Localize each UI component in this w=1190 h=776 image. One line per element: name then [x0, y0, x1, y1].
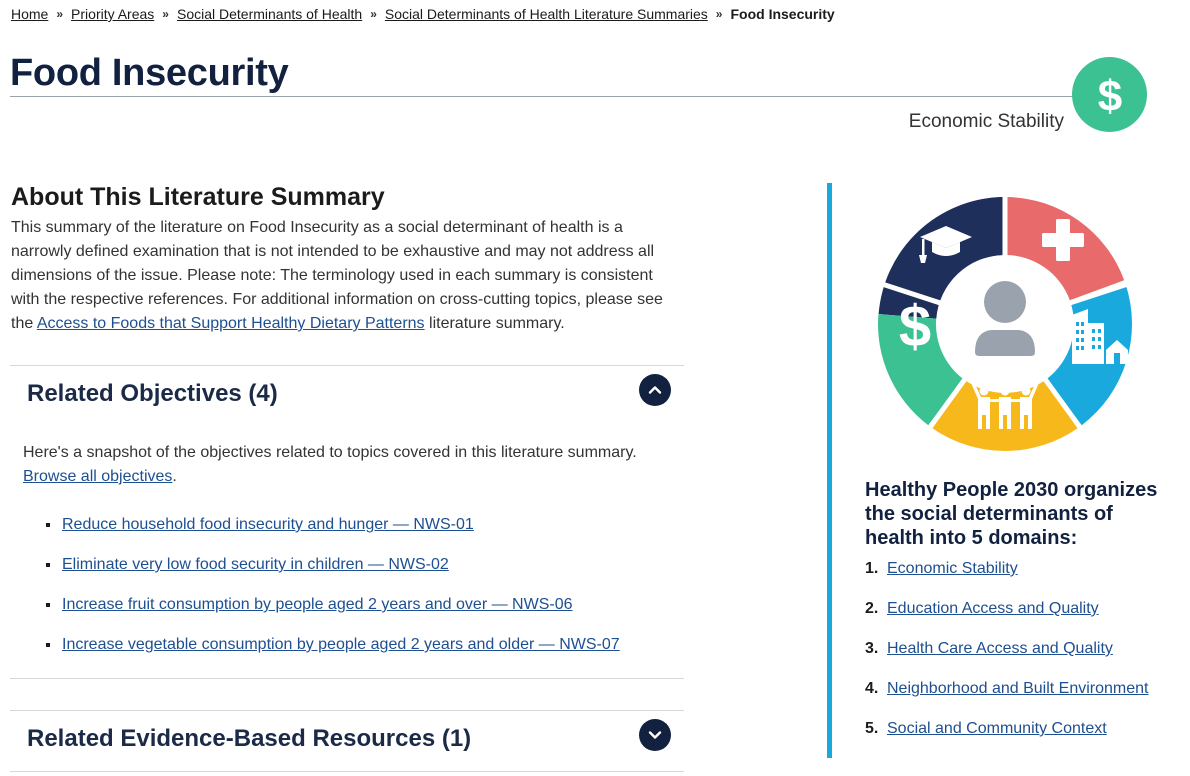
objective-link-nws-06[interactable]: Increase fruit consumption by people aged 2 years and over — NWS-06	[62, 596, 573, 613]
chevron-right-icon: »	[370, 7, 377, 21]
about-heading: About This Literature Summary	[11, 183, 385, 211]
bullet-icon	[46, 563, 50, 567]
economic-stability-badge	[1072, 57, 1147, 132]
list-item	[865, 717, 1149, 757]
about-text-before: This summary of the literature on Food Insecurity as a social determinant of health is a narrowly defined examination that is not intended to be exhaustive and may not address all dimensions of the issue. Please note: The terminology used in each summary is consistent with the respective references. For additional information on cross-cutting topics, please see the	[11, 219, 663, 332]
access-to-foods-link[interactable]: Access to Foods that Support Healthy Dietary Patterns	[36, 315, 425, 332]
bullet-icon	[46, 643, 50, 647]
accordion-bottom-divider	[10, 771, 684, 772]
list-number: 5.	[865, 720, 879, 737]
breadcrumb	[11, 6, 835, 22]
list-item	[46, 585, 620, 625]
breadcrumb-link-literature-summaries[interactable]: Social Determinants of Health Literature Summaries	[384, 6, 708, 22]
expand-resources-button[interactable]	[639, 719, 671, 751]
domain-link-health-care[interactable]: Health Care Access and Quality	[887, 640, 1113, 657]
list-number: 3.	[865, 640, 879, 657]
list-item	[46, 625, 620, 665]
list-item	[46, 505, 620, 545]
domain-link-social-community[interactable]: Social and Community Context	[887, 720, 1107, 737]
list-item	[865, 677, 1149, 717]
domain-label: Economic Stability	[908, 111, 1064, 132]
list-item	[46, 545, 620, 585]
objectives-list	[46, 505, 620, 665]
chevron-right-icon: »	[715, 7, 723, 21]
page-title: Food Insecurity	[10, 52, 289, 94]
chevron-right-icon: »	[162, 7, 169, 21]
breadcrumb-link-home[interactable]: Home	[11, 6, 49, 22]
sdoh-domains-wheel	[869, 187, 1141, 463]
bullet-icon	[46, 523, 50, 527]
collapse-objectives-button[interactable]	[639, 374, 671, 406]
domains-list	[865, 557, 1149, 757]
accordion-divider	[10, 710, 684, 711]
svg-text:$: $	[1097, 71, 1122, 119]
objective-link-nws-01[interactable]: Reduce household food insecurity and hunger — NWS-01	[62, 516, 474, 533]
browse-all-objectives-link[interactable]: Browse all objectives	[23, 468, 173, 485]
accordion-top-divider	[10, 365, 684, 366]
list-item	[865, 637, 1149, 677]
objectives-intro-period: .	[172, 468, 177, 485]
list-number: 4.	[865, 680, 879, 697]
list-number: 2.	[865, 600, 879, 617]
sidebar-accent-bar	[827, 183, 832, 758]
svg-text:$: $	[898, 294, 932, 359]
dollar-icon	[1090, 71, 1130, 119]
chevron-right-icon: »	[56, 7, 64, 21]
title-divider	[10, 96, 1075, 97]
domain-link-education[interactable]: Education Access and Quality	[887, 600, 1099, 617]
domains-heading: Healthy People 2030 organizes the social determinants of health into 5 domains:	[865, 479, 1158, 549]
objectives-intro	[23, 441, 663, 489]
about-text-after: literature summary.	[424, 315, 565, 332]
bullet-icon	[46, 603, 50, 607]
objectives-intro-text: Here's a snapshot of the objectives related to topics covered in this literature summary.	[23, 444, 637, 461]
objective-link-nws-02[interactable]: Eliminate very low food security in children — NWS-02	[62, 556, 449, 573]
list-number: 1.	[865, 560, 879, 577]
list-item	[865, 557, 1149, 597]
domain-link-neighborhood[interactable]: Neighborhood and Built Environment	[887, 680, 1149, 697]
related-resources-title[interactable]: Related Evidence-Based Resources (1)	[27, 725, 472, 752]
breadcrumb-current: Food Insecurity	[730, 6, 835, 22]
breadcrumb-link-priority-areas[interactable]: Priority Areas	[71, 6, 155, 22]
chevron-up-icon	[647, 382, 663, 398]
list-item	[865, 597, 1149, 637]
breadcrumb-link-sdoh[interactable]: Social Determinants of Health	[176, 6, 363, 22]
accordion-divider	[10, 678, 684, 679]
about-text	[11, 216, 679, 336]
objective-link-nws-07[interactable]: Increase vegetable consumption by people aged 2 years and older — NWS-07	[62, 636, 620, 653]
related-objectives-title[interactable]: Related Objectives (4)	[27, 380, 278, 407]
domain-link-economic-stability[interactable]: Economic Stability	[887, 560, 1018, 577]
chevron-down-icon	[647, 727, 663, 743]
dollar-icon	[899, 294, 931, 359]
